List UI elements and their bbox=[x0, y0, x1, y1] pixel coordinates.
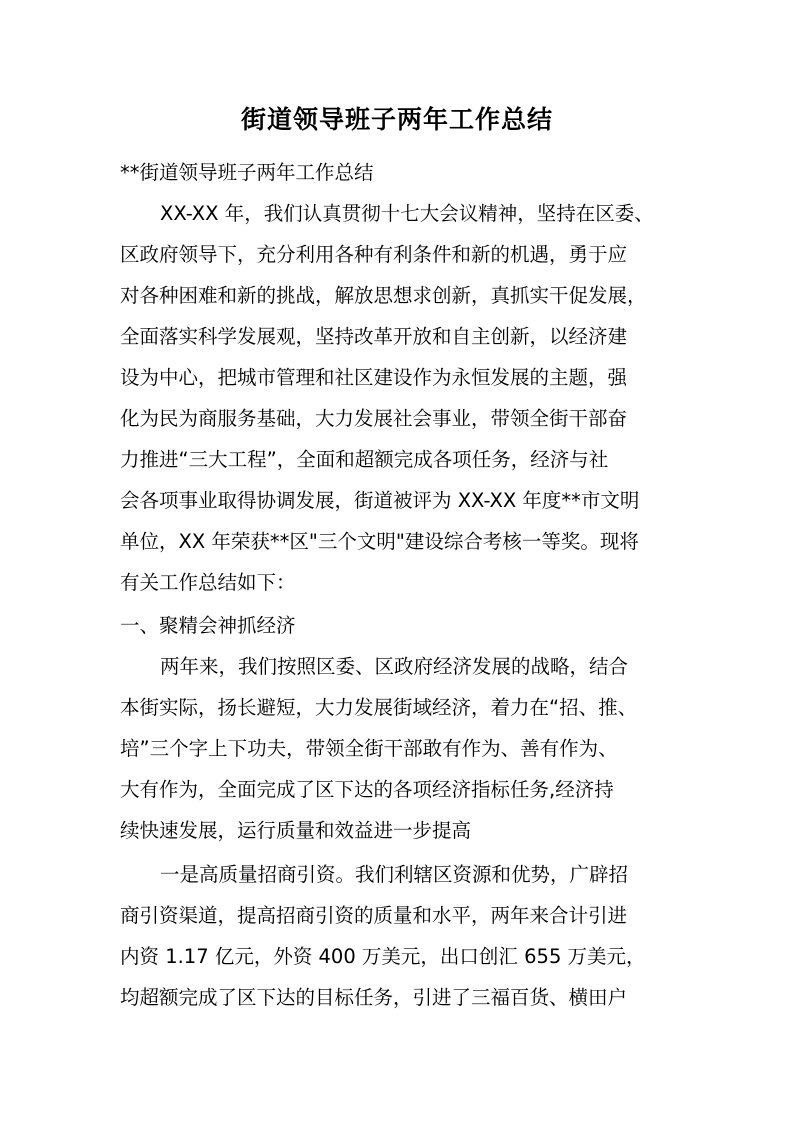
paragraph-3-line-3: 内资 1.17 亿元，外资 400 万美元，出口创汇 655 万美元， bbox=[120, 945, 646, 968]
paragraph-1-line-5: 设为中心，把城市管理和社区建设作为永恒发展的主题，强 bbox=[120, 366, 628, 389]
paragraph-3-line-1: 一是高质量招商引资。我们利辖区资源和优势，广辟招 bbox=[160, 863, 629, 886]
paragraph-1-line-3: 对各种困难和新的挑战，解放思想求创新，真抓实干促发展， bbox=[120, 284, 647, 307]
paragraph-1-line-8: 会各项事业取得协调发展，街道被评为 XX-XX 年度**市文明 bbox=[120, 489, 640, 512]
paragraph-2-line-1: 两年来，我们按照区委、区政府经济发展的战略，结合 bbox=[160, 655, 629, 678]
paragraph-1-line-4: 全面落实科学发展观，坚持改革开放和自主创新，以经济建 bbox=[120, 325, 628, 348]
paragraph-2-line-5: 续快速发展，运行质量和效益进一步提高 bbox=[120, 819, 472, 842]
paragraph-1-line-1: XX-XX 年，我们认真贯彻十七大会议精神，坚持在区委、 bbox=[160, 202, 654, 225]
paragraph-1-line-7: 力推进“三大工程”，全面和超额完成各项任务，经济与社 bbox=[120, 448, 609, 471]
document-title: 街道领导班子两年工作总结 bbox=[240, 105, 553, 134]
paragraph-2-line-2: 本街实际，扬长避短，大力发展街域经济，着力在“招、推、 bbox=[120, 696, 638, 719]
section-heading-1: 一、聚精会神抓经济 bbox=[120, 614, 296, 637]
paragraph-1-line-10: 有关工作总结如下： bbox=[120, 571, 296, 594]
paragraph-1-line-6: 化为民为商服务基础，大力发展社会事业，带领全街干部奋 bbox=[120, 407, 628, 430]
paragraph-2-line-4: 大有作为，全面完成了区下达的各项经济指标任务,经济持 bbox=[120, 778, 614, 801]
paragraph-3-line-4: 均超额完成了区下达的目标任务，引进了三福百货、横田户 bbox=[120, 986, 628, 1009]
paragraph-1-line-2: 区政府领导下，充分利用各种有利条件和新的机遇，勇于应 bbox=[120, 243, 628, 266]
paragraph-3-line-2: 商引资渠道，提高招商引资的质量和水平，两年来合计引进 bbox=[120, 904, 628, 927]
paragraph-1-line-9: 单位，XX 年荣获**区"三个文明"建设综合考核一等奖。现将 bbox=[120, 530, 639, 553]
paragraph-2-line-3: 培”三个字上下功夫，带领全街干部敢有作为、善有作为、 bbox=[120, 737, 618, 760]
document-subtitle: **街道领导班子两年工作总结 bbox=[120, 161, 374, 184]
